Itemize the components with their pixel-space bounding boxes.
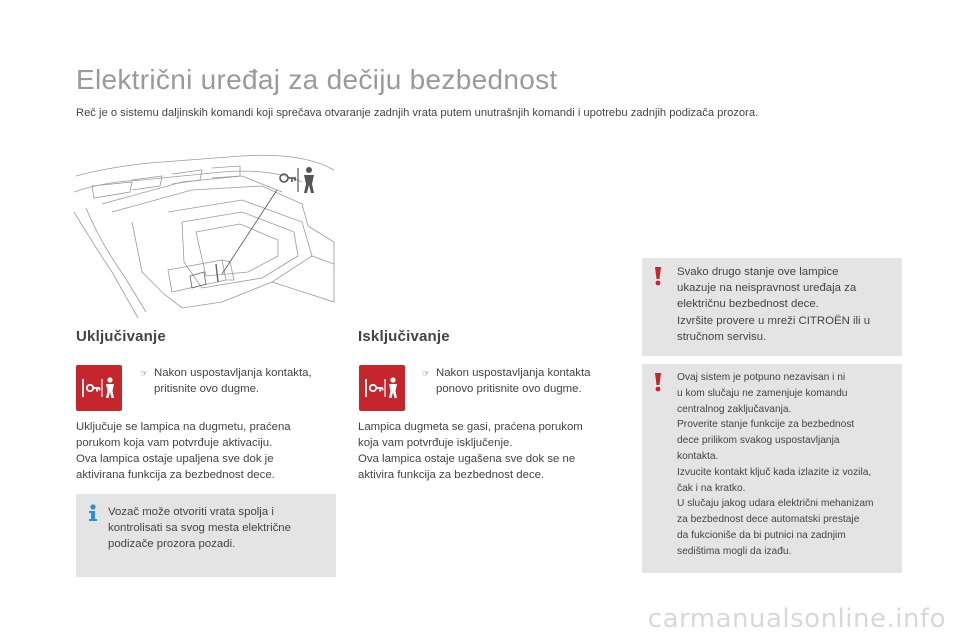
exclamation-icon bbox=[650, 266, 666, 291]
paragraph-on: Uključuje se lampica na dugmetu, praćena porukom koja vam potvrđuje aktivaciju. Ova lampica ostaje upaljena sve dok je aktivirana funkcija za bezbednost dece. bbox=[76, 421, 291, 481]
page-title: Električni uređaj za dečiju bezbednost bbox=[76, 64, 558, 95]
section-heading-on: Uključivanje bbox=[76, 328, 166, 345]
warning-note-1: Svako drugo stanje ove lampice ukazuje na neispravnost uređaja za električnu bezbednost dece. Izvršite provere u mreži CITROËN ili u stručnom servisu. bbox=[642, 258, 902, 356]
section-heading-off: Isključivanje bbox=[358, 328, 450, 345]
watermark: carmanualsonline.info bbox=[647, 604, 946, 634]
pointing-hand-icon: ☞ bbox=[140, 368, 149, 378]
exclamation-icon bbox=[650, 372, 666, 397]
info-note: Vozač može otvoriti vrata spolja i kontrolisati sa svog mesta električne podizače prozora pozadi. bbox=[76, 494, 336, 577]
paragraph-off: Lampica dugmeta se gasi, praćena porukom koja vam potvrđuje isključenje. Ova lampica ostaje ugašena sve dok se ne aktivira funkcija za bezbednost dece. bbox=[358, 421, 583, 481]
door-panel-illustration bbox=[72, 152, 340, 320]
warning-note-2: Ovaj sistem je potpuno nezavisan i ni u kom slučaju ne zamenjuje komandu centralnog zaključavanja. Proverite stanje funkcije za bezbednost dece prilikom svakog uspostavljanja kontakta. Izvucite kontakt ključ kada izlazite iz vozila, čak i na kratko. U slučaju jakog udara električni mehanizam za bezbednost dece automatski prestaje da fukcioniše da bi putnici na zadnjim sedištima mogli da izađu. bbox=[642, 364, 902, 573]
child-lock-button-icon-off bbox=[359, 365, 405, 411]
child-lock-button-icon bbox=[76, 365, 122, 411]
page-intro: Reč je o sistemu daljinskih komandi koji sprečava otvaranje zadnjih vrata putem unutrašnjih komandi i upotrebu zadnjih podizača prozora. bbox=[76, 107, 759, 119]
info-icon bbox=[84, 503, 102, 528]
pointing-hand-icon: ☞ bbox=[422, 368, 431, 378]
